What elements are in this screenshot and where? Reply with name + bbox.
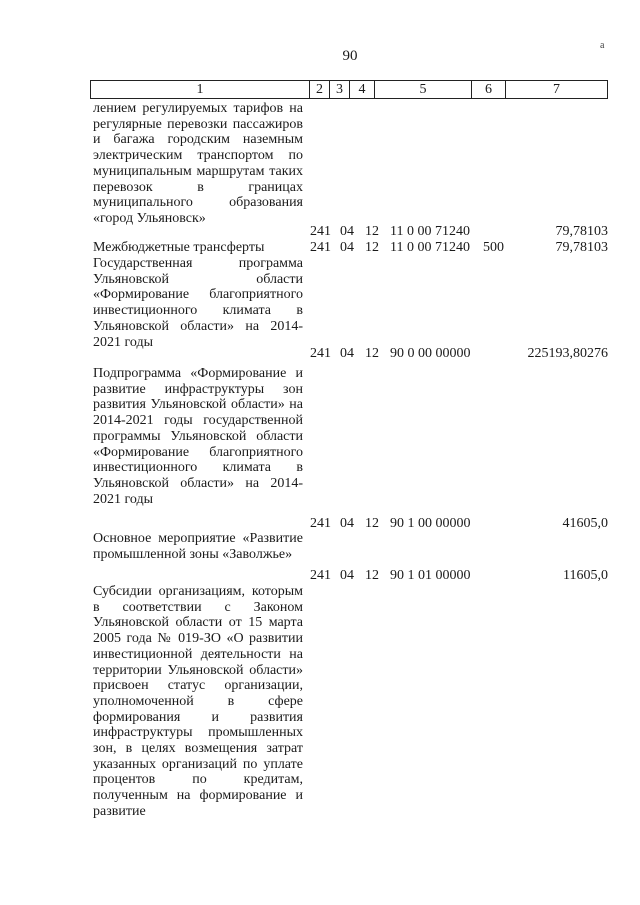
cell-amount: 79,78103 xyxy=(555,224,608,239)
cell-subsection: 12 xyxy=(365,224,379,239)
header-col-5: 5 xyxy=(375,81,472,98)
cell-subsection: 12 xyxy=(365,240,379,255)
cell-subsection: 12 xyxy=(365,568,379,583)
header-col-6: 6 xyxy=(472,81,506,98)
cell-target-article: 90 0 00 00000 xyxy=(390,346,471,361)
table-row xyxy=(310,346,608,362)
header-col-4: 4 xyxy=(350,81,375,98)
header-col-3: 3 xyxy=(330,81,350,98)
header-col-2: 2 xyxy=(310,81,330,98)
cell-amount: 225193,80276 xyxy=(527,346,608,361)
cell-ministry-code: 241 xyxy=(310,516,331,531)
table-header-row xyxy=(90,80,608,99)
cell-ministry-code: 241 xyxy=(310,346,331,361)
row-description: Межбюджетные трансферты xyxy=(93,240,265,255)
header-col-7: 7 xyxy=(553,82,560,97)
cell-ministry-code: 241 xyxy=(310,568,331,583)
cell-target-article: 11 0 00 71240 xyxy=(390,240,470,255)
cell-section: 04 xyxy=(340,568,354,583)
row-description: Государственная программа Ульяновской области «Формирование благоприятного инвестиционного климата в Ульяновской области» на 2014-2021 годы xyxy=(93,256,303,350)
corner-mark: a xyxy=(600,40,605,51)
row-description: лением регулируемых тарифов на регулярные перевозки пассажиров и багажа городским наземным электрическим транспортом по муниципальным маршрутам таких перевозок в границах муниципального образования «город Ульяновск» xyxy=(93,101,303,226)
cell-expense-type: 500 xyxy=(483,240,504,255)
cell-section: 04 xyxy=(340,224,354,239)
cell-amount: 11605,0 xyxy=(563,568,608,583)
cell-section: 04 xyxy=(340,240,354,255)
header-col-1: 1 xyxy=(91,81,310,98)
cell-amount: 41605,0 xyxy=(562,516,608,531)
cell-target-article: 90 1 01 00000 xyxy=(390,568,471,583)
cell-subsection: 12 xyxy=(365,346,379,361)
cell-target-article: 11 0 00 71240 xyxy=(390,224,470,239)
page-number: 90 xyxy=(342,48,358,64)
cell-section: 04 xyxy=(340,346,354,361)
table-row xyxy=(310,240,608,256)
row-description: Подпрограмма «Формирование и развитие инфраструктуры зон развития Ульяновской области» на 2014-2021 годы государственной программы Ульяновской области «Формирование благоприятного инвестиционного климата в Ульяновской области» на 2014-2021 годы xyxy=(93,366,303,507)
cell-ministry-code: 241 xyxy=(310,224,331,239)
cell-section: 04 xyxy=(340,516,354,531)
cell-ministry-code: 241 xyxy=(310,240,331,255)
cell-amount: 79,78103 xyxy=(555,240,608,255)
table-row xyxy=(310,568,608,584)
row-description: Основное мероприятие «Развитие промышленной зоны «Заволжье» xyxy=(93,531,303,562)
row-description: Субсидии организациям, которым в соответствии с Законом Ульяновской области от 15 марта 2005 года № 019-ЗО «О развитии инвестиционной деятельности на территории Ульяновской области» присвоен статус организации, уполномоченной в сфере формирования и развития инфраструктуры промышленных зон, в целях возмещения затрат указанных организаций по уплате процентов по кредитам, полученным на формирование и развитие xyxy=(93,584,303,819)
cell-target-article: 90 1 00 00000 xyxy=(390,516,471,531)
table-row xyxy=(310,516,608,532)
table-row xyxy=(310,224,608,240)
cell-subsection: 12 xyxy=(365,516,379,531)
